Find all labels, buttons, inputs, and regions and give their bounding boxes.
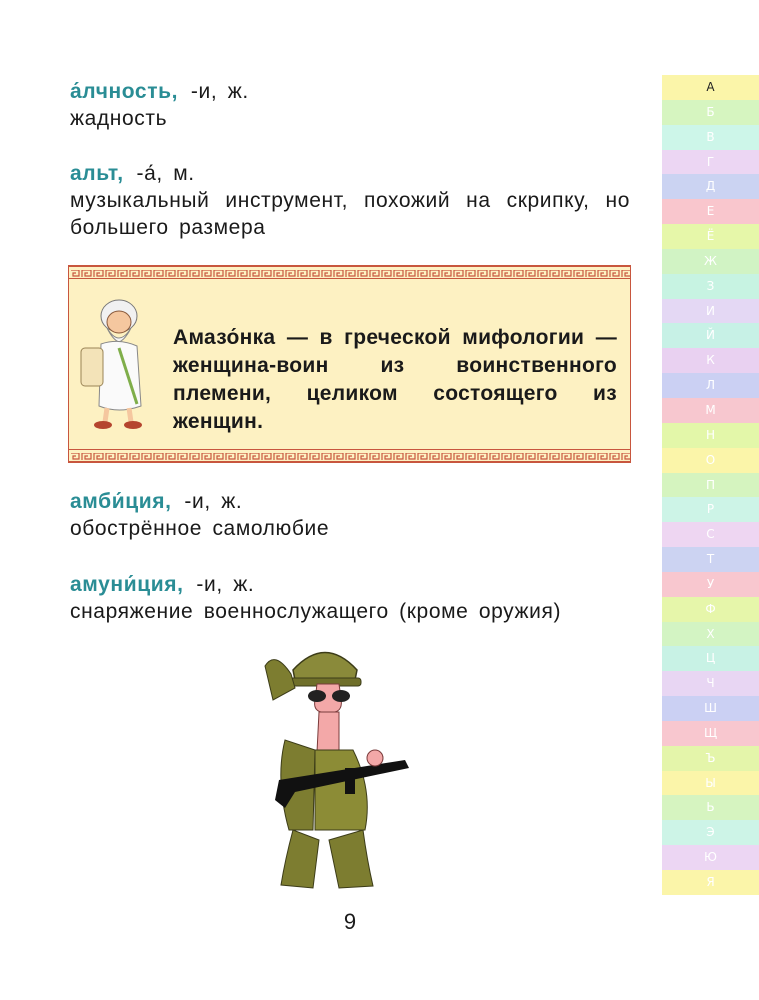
alphabet-tab-0[interactable]: А [662,75,759,100]
grammar-note: -и, ж. [184,490,243,513]
alphabet-index [662,75,759,895]
alphabet-tab-18[interactable]: С [662,522,759,547]
info-description: — в греческой мифологии — женщина-воин из воинственного племени, целиком состоящего из женщин. [173,326,617,433]
info-term: Амазо́нка [173,326,276,349]
grammar-note: -и, ж. [196,573,255,596]
grammar-note: -а́, м. [136,162,195,185]
dictionary-entry-amunitsiya [70,571,630,625]
dictionary-entry-alchnost [70,78,630,132]
info-box [68,265,631,463]
dictionary-entry-alt [70,160,630,241]
alphabet-tab-26[interactable]: Щ [662,721,759,746]
alphabet-tab-19[interactable]: Т [662,547,759,572]
alphabet-tab-4[interactable]: Д [662,174,759,199]
alphabet-tab-32[interactable]: Я [662,870,759,895]
alphabet-tab-30[interactable]: Э [662,820,759,845]
alphabet-tab-24[interactable]: Ч [662,671,759,696]
definition: снаряжение военнослужащего (кроме оружия) [70,600,562,623]
alphabet-tab-6[interactable]: Ё [662,224,759,249]
alphabet-tab-11[interactable]: К [662,348,759,373]
sage-illustration [79,296,159,436]
alphabet-tab-25[interactable]: Ш [662,696,759,721]
headword: амби́ция, [70,490,172,513]
alphabet-tab-2[interactable]: В [662,125,759,150]
alphabet-tab-31[interactable]: Ю [662,845,759,870]
alphabet-tab-10[interactable]: Й [662,323,759,348]
alphabet-tab-7[interactable]: Ж [662,249,759,274]
alphabet-tab-14[interactable]: Н [662,423,759,448]
alphabet-tab-8[interactable]: З [662,274,759,299]
alphabet-tab-23[interactable]: Ц [662,646,759,671]
alphabet-tab-17[interactable]: Р [662,497,759,522]
greek-key-border-bottom [69,449,630,462]
alphabet-tab-20[interactable]: У [662,572,759,597]
alphabet-tab-21[interactable]: Ф [662,597,759,622]
alphabet-tab-16[interactable]: П [662,473,759,498]
alphabet-tab-15[interactable]: О [662,448,759,473]
alphabet-tab-13[interactable]: М [662,398,759,423]
alphabet-tab-1[interactable]: Б [662,100,759,125]
soldier-illustration [255,640,445,895]
grammar-note: -и, ж. [190,80,249,103]
alphabet-tab-5[interactable]: Е [662,199,759,224]
headword: альт, [70,162,124,185]
headword: а́лчность, [70,80,179,103]
alphabet-tab-29[interactable]: Ь [662,795,759,820]
alphabet-tab-27[interactable]: Ъ [662,746,759,771]
alphabet-tab-22[interactable]: Х [662,622,759,647]
greek-key-border-top [69,266,630,279]
definition: музыкальный инструмент, похожий на скрипку, но большего размера [70,189,630,239]
alphabet-tab-3[interactable]: Г [662,150,759,175]
info-text [173,324,617,436]
headword: амуни́ция, [70,573,184,596]
alphabet-tab-9[interactable]: И [662,299,759,324]
dictionary-entry-ambitsiya [70,488,630,542]
definition: жадность [70,107,168,130]
definition: обострённое самолюбие [70,517,330,540]
alphabet-tab-28[interactable]: Ы [662,771,759,796]
alphabet-tab-12[interactable]: Л [662,373,759,398]
page-number: 9 [343,909,357,934]
